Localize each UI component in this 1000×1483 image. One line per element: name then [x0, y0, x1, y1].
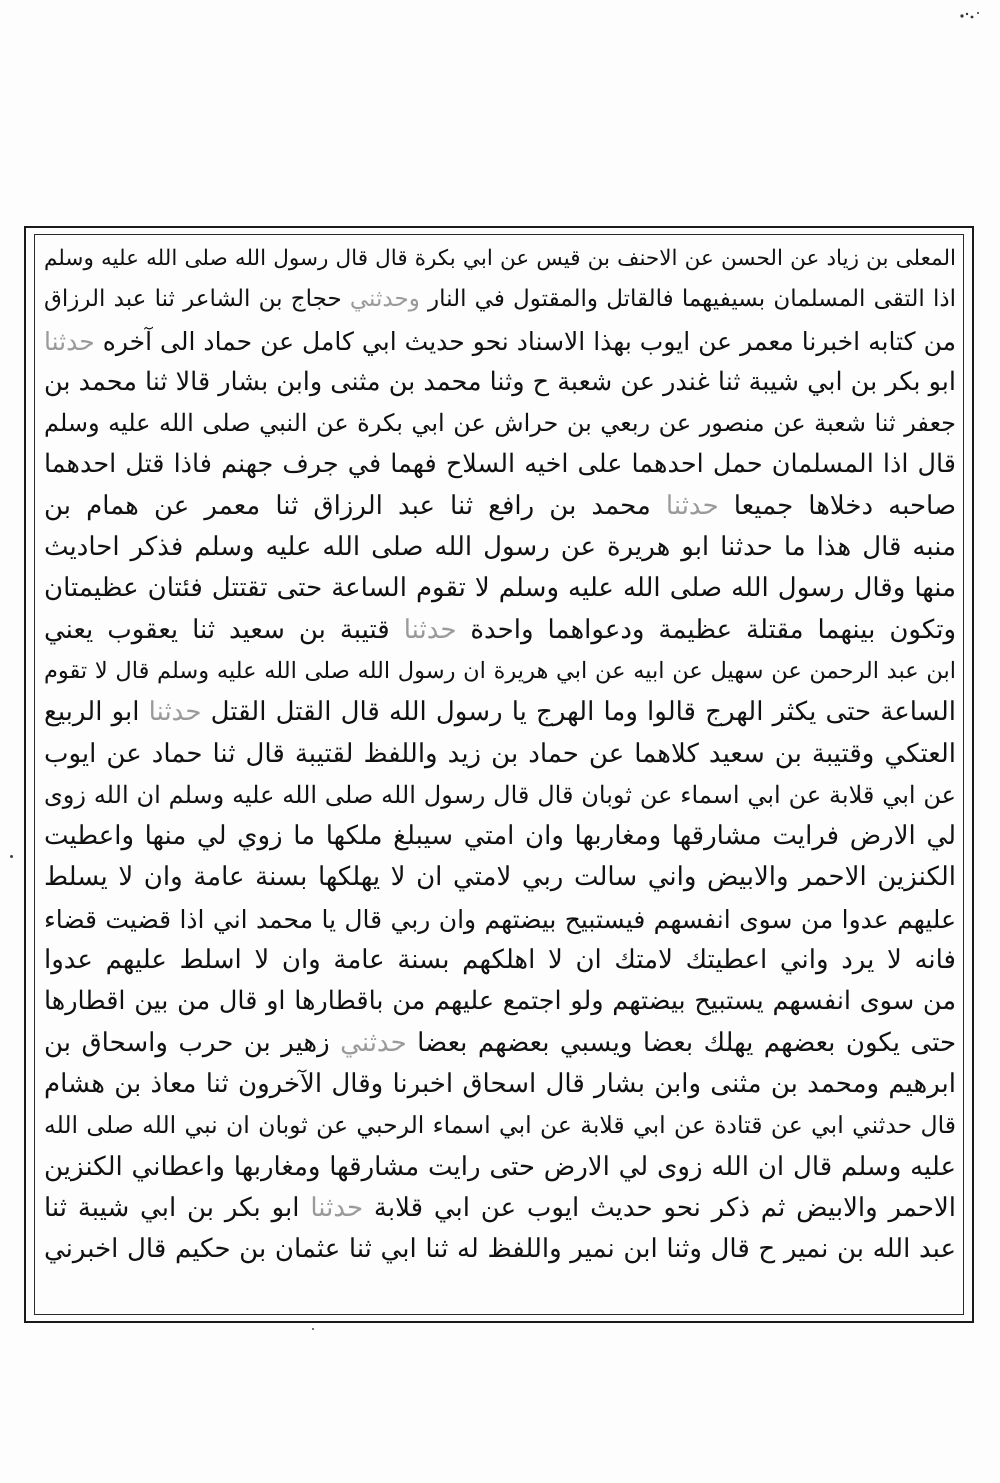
line-text: المعلى بن زياد عن الحسن عن الاحنف بن قيس عن ابي بكرة قال قال رسول الله صلى الله عليه وسلم: [44, 246, 956, 271]
line-text: عليهم عدوا من سوى انفسهم فيستبيح بيضتهم وان ربي قال يا محمد اني اذا قضيت قضاء: [44, 904, 956, 934]
margin-speck: [312, 1328, 314, 1330]
line-text: ابرهيم ومحمد بن مثنى وابن بشار قال اسحاق اخبرنا وقال الآخرون ثنا معاذ بن هشام: [44, 1068, 956, 1099]
line-text: عليه وسلم قال ان الله زوى لي الارض حتى رايت مشارقها ومغاربها واعطاني الكنزين: [44, 1151, 956, 1182]
manuscript-line: [44, 279, 956, 320]
line-text: حتى يكون بعضهم يهلك بعضا ويسبي بعضهم بعضا: [417, 1027, 956, 1058]
line-text: منها وقال رسول الله صلى الله عليه وسلم لا تقوم الساعة حتى تقتتل فئتان عظيمتان: [44, 573, 956, 604]
line-text: من سوى انفسهم يستبيح بيضتهم ولو اجتمع عليهم من باقطارها او قال من بين اقطارها: [44, 986, 956, 1017]
manuscript-line: [44, 610, 956, 651]
manuscript-line: [44, 899, 956, 940]
line-text: فانه لا يرد واني اعطيتك لامتك ان لا اهلكهم بسنة عامة وان لا اسلط عليهم عدوا: [44, 945, 956, 976]
line-text: صاحبه دخلاها جميعا: [733, 490, 956, 521]
rubric-word: حدثنا: [148, 697, 202, 728]
corner-smudge-mark: [958, 8, 982, 22]
line-text: ابن عبد الرحمن عن سهيل عن ابيه عن ابي هريرة ان رسول الله صلى الله عليه وسلم قال لا تقوم: [44, 657, 956, 684]
line-text: محمد بن رافع ثنا عبد الرزاق ثنا معمر عن همام بن: [44, 490, 651, 521]
line-text: زهير بن حرب واسحاق بن: [44, 1027, 330, 1058]
manuscript-line: [44, 1147, 956, 1188]
line-text: ابو الربيع: [44, 697, 140, 728]
manuscript-line: [44, 1064, 956, 1105]
line-text: حجاج بن الشاعر ثنا عبد الرزاق: [44, 286, 342, 313]
line-text: ابو بكر بن ابي شيبة ثنا غندر عن شعبة ح وثنا محمد بن مثنى وابن بشار قالا ثنا محمد بن: [44, 366, 956, 397]
line-text: ابو بكر بن ابي شيبة ثنا: [44, 1192, 300, 1223]
manuscript-line: [44, 238, 956, 279]
line-text: جعفر ثنا شعبة عن منصور عن ربعي بن حراش عن ابي بكرة عن النبي صلى الله عليه وسلم: [44, 409, 956, 438]
line-text: قال حدثني ابي عن قتادة عن ابي قلابة عن ابي اسماء الرحبي عن ثوبان ان نبي الله صلى الله: [44, 1111, 956, 1140]
manuscript-line: [44, 527, 956, 568]
manuscript-line: [44, 321, 956, 362]
line-text: العتكي وقتيبة بن سعيد كلاهما عن حماد بن زيد واللفظ لقتيبة قال ثنا حماد عن ايوب: [44, 738, 956, 769]
rubric-word: حدثنا: [44, 326, 95, 356]
line-text: من كتابه اخبرنا معمر عن ايوب بهذا الاسناد نحو حديث ابي كامل عن حماد الى آخره: [102, 326, 956, 356]
manuscript-text-block: [44, 238, 956, 1313]
line-text: وتكون بينهما مقتلة عظيمة ودعواهما واحدة: [470, 614, 956, 645]
manuscript-line: [44, 981, 956, 1022]
rubric-word: حدثني: [340, 1027, 407, 1058]
line-text: قال اذا المسلمان حمل احدهما على اخيه السلاح فهما في جرف جهنم فاذا قتل احدهما: [44, 449, 956, 480]
manuscript-line: [44, 1023, 956, 1064]
rubric-word: حدثنا: [310, 1192, 364, 1223]
line-text: الاحمر والابيض ثم ذكر نحو حديث ايوب عن ابي قلابة: [373, 1192, 956, 1223]
manuscript-line: [44, 857, 956, 898]
line-text: قتيبة بن سعيد ثنا يعقوب يعني: [44, 614, 390, 645]
line-text: الكنزين الاحمر والابيض واني سالت ربي لامتي ان لا يهلكها بسنة عامة وان لا يسلط: [44, 862, 956, 893]
rubric-word: حدثنا: [403, 614, 457, 645]
manuscript-line: [44, 1188, 956, 1229]
manuscript-line: [44, 486, 956, 527]
manuscript-line: [44, 568, 956, 609]
rubric-word: وحدثني: [349, 286, 420, 313]
manuscript-line: [44, 940, 956, 981]
line-text: عبد الله بن نمير ح قال وثنا ابن نمير واللفظ له ثنا ابي ثنا عثمان بن حكيم قال اخبرني: [44, 1234, 956, 1265]
line-text: منبه قال هذا ما حدثنا ابو هريرة عن رسول الله صلى الله عليه وسلم فذكر احاديث: [44, 532, 956, 563]
line-text: اذا التقى المسلمان بسيفيهما فالقاتل والمقتول في النار: [428, 286, 956, 313]
margin-speck: [10, 855, 13, 858]
manuscript-line: [44, 692, 956, 733]
manuscript-line: [44, 444, 956, 485]
rubric-word: حدثنا: [665, 490, 719, 521]
manuscript-line: [44, 362, 956, 403]
manuscript-line: [44, 403, 956, 444]
line-text: عن ابي قلابة عن ابي اسماء عن ثوبان قال قال رسول الله صلى الله عليه وسلم ان الله زوى: [44, 780, 956, 809]
line-text: الساعة حتى يكثر الهرج قالوا وما الهرج يا رسول الله قال القتل القتل: [210, 697, 956, 728]
manuscript-line: [44, 1229, 956, 1270]
manuscript-line: [44, 1105, 956, 1146]
manuscript-line: [44, 816, 956, 857]
manuscript-line: [44, 734, 956, 775]
line-text: لي الارض فرايت مشارقها ومغاربها وان امتي سيبلغ ملكها ما زوي لي منها واعطيت: [44, 821, 956, 852]
manuscript-line: [44, 775, 956, 816]
manuscript-line: [44, 651, 956, 692]
